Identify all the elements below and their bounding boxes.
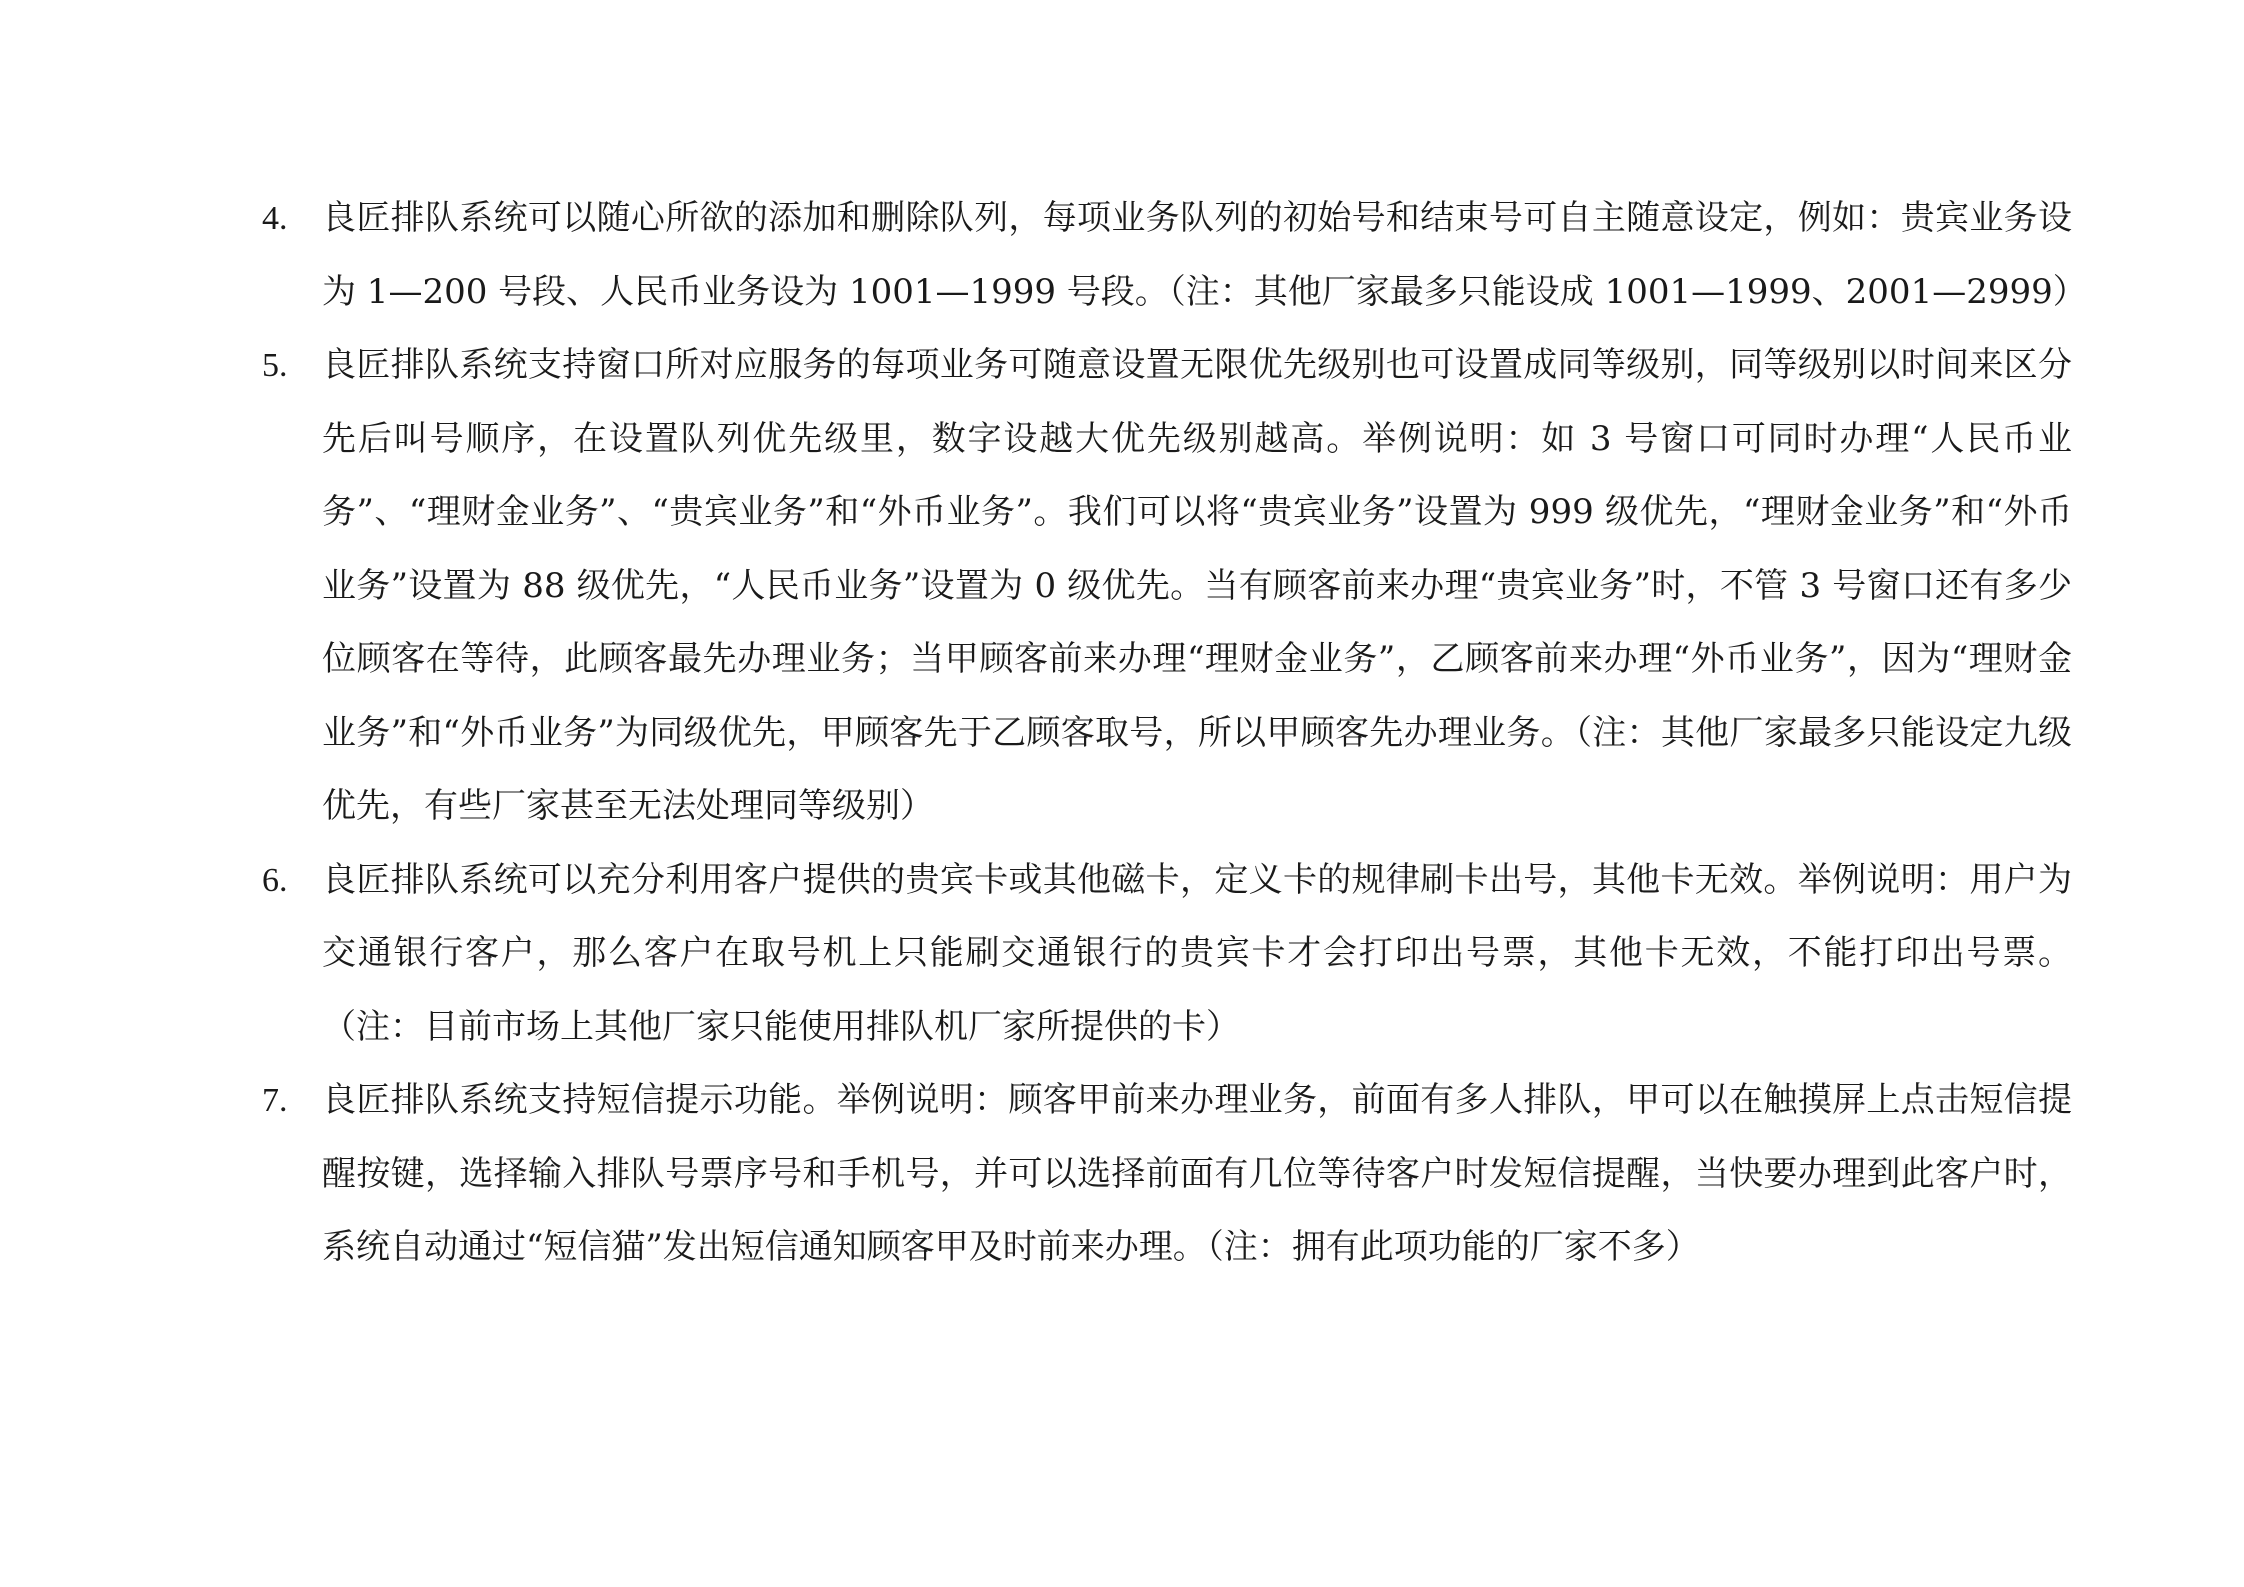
list-item-4 <box>262 182 2087 329</box>
list-item-number: 7. <box>262 1082 288 1119</box>
list-item-text: 良匠排队系统支持窗口所对应服务的每项业务可随意设置无限优先级别也可设置成同等级别，同等级别以时间来区分先后叫号顺序，在设置队列优先级里，数字设越大优先级别越高。举例说明：如 3 号窗口可同时办理“人民币业务”、“理财金业务”、“贵宾业务”和“外币业务”。我们可以将“贵宾业务”设置为 999 级优先，“理财金业务”和“外币业务”设置为 88 级优先，“人民币业务”设置为 0 级优先。当有顾客前来办理“贵宾业务”时，不管 3 号窗口还有多少位顾客在等待，此顾客最先办理业务；当甲顾客前来办理“理财金业务”，乙顾客前来办理“外币业务”，因为“理财金业务”和“外币业务”为同级优先，甲顾客先于乙顾客取号，所以甲顾客先办理业务。（注：其他厂家最多只能设定九级优先，有些厂家甚至无法处理同等级别） <box>322 345 2072 826</box>
list-item-5 <box>262 329 2072 844</box>
list-item-6 <box>262 844 2072 1065</box>
list-item-text: 良匠排队系统支持短信提示功能。举例说明：顾客甲前来办理业务，前面有多人排队，甲可以在触摸屏上点击短信提醒按键，选择输入排队号票序号和手机号，并可以选择前面有几位等待客户时发短信提醒，当快要办理到此客户时，系统自动通过“短信猫”发出短信通知顾客甲及时前来办理。（注：拥有此项功能的厂家不多） <box>322 1080 2072 1267</box>
list-item-number: 6. <box>262 861 288 899</box>
list-item-number: 4. <box>262 200 288 237</box>
list-item-text: 良匠排队系统可以随心所欲的添加和删除队列，每项业务队列的初始号和结束号可自主随意设定，例如：贵宾业务设为 1—200 号段、人民币业务设为 1001—1999 号段。（注：其他厂家最多只能设成 1001—1999、2001—2999） <box>322 198 2087 312</box>
list-item-text: 良匠排队系统可以充分利用客户提供的贵宾卡或其他磁卡，定义卡的规律刷卡出号，其他卡无效。举例说明：用户为交通银行客户，那么客户在取号机上只能刷交通银行的贵宾卡才会打印出号票，其他卡无效，不能打印出号票。（注：目前市场上其他厂家只能使用排队机厂家所提供的卡） <box>322 859 2072 1047</box>
feature-list <box>262 182 2087 1285</box>
list-item-number: 5. <box>262 347 288 384</box>
list-item-7 <box>262 1064 2072 1285</box>
